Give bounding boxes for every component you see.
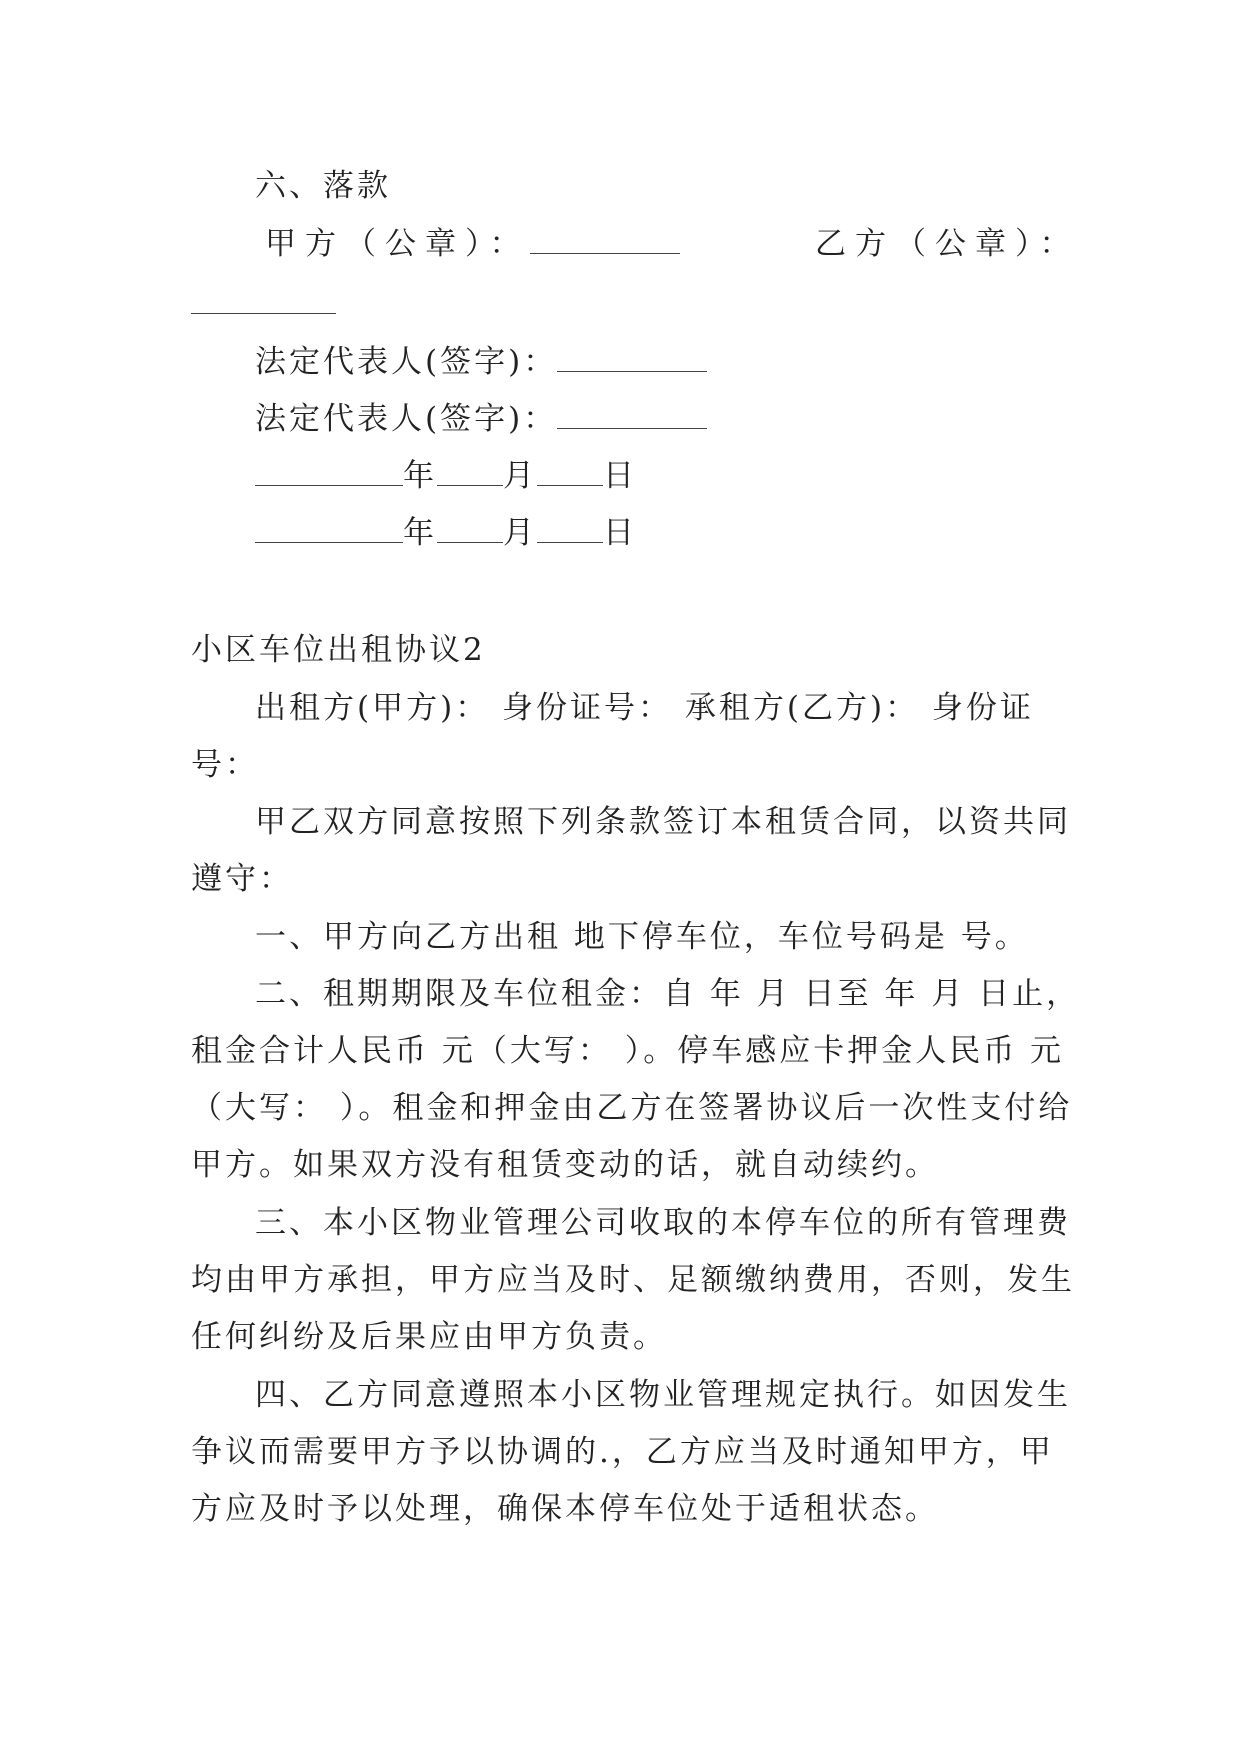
clause-4-line3: 方应及时予以处理，确保本停车位处于适租状态。 bbox=[191, 1491, 939, 1527]
legal-rep-a-label: 法定代表人(签字)： bbox=[255, 344, 558, 380]
party-b-seal-label: 乙方（公章）： bbox=[815, 226, 1080, 262]
legal-rep-b-line bbox=[255, 399, 707, 439]
date-day: 日 bbox=[603, 458, 637, 494]
date-line-a bbox=[255, 456, 637, 496]
legal-rep-b-blank bbox=[557, 406, 707, 429]
signature-heading: 六、落款 bbox=[255, 168, 391, 204]
paragraph-parties-line2: 号： bbox=[191, 747, 259, 783]
date-year: 年 bbox=[403, 458, 437, 494]
clause-4-line2: 争议而需要甲方予以协调的.，乙方应当及时通知甲方，甲 bbox=[191, 1434, 1054, 1470]
party-b-seal-line bbox=[815, 224, 1080, 264]
party-a-seal-blank bbox=[530, 231, 680, 254]
date-month: 月 bbox=[503, 515, 537, 551]
party-a-seal-label: 甲方（公章）： bbox=[265, 226, 530, 262]
date-month: 月 bbox=[503, 458, 537, 494]
clause-3-line2: 均由甲方承担，甲方应当及时、足额缴纳费用，否则，发生 bbox=[191, 1262, 1075, 1298]
clause-2-line4: 甲方。如果双方没有租赁变动的话，就自动续约。 bbox=[191, 1147, 939, 1183]
clause-3-line3: 任何纠纷及后果应由甲方负责。 bbox=[191, 1319, 667, 1355]
date-day: 日 bbox=[603, 515, 637, 551]
clause-2-line3: （大写： ）。租金和押金由乙方在签署协议后一次性支付给 bbox=[191, 1090, 1073, 1126]
date-line-b bbox=[255, 513, 637, 553]
legal-rep-b-label: 法定代表人(签字)： bbox=[255, 401, 558, 437]
party-a-seal-line bbox=[265, 224, 680, 264]
clause-3-line1: 三、本小区物业管理公司收取的本停车位的所有管理费 bbox=[255, 1205, 1071, 1241]
clause-1: 一、甲方向乙方出租 地下停车位，车位号码是 号。 bbox=[255, 919, 1029, 955]
date-year: 年 bbox=[403, 515, 437, 551]
legal-rep-a-line bbox=[255, 342, 707, 382]
clause-4-line1: 四、乙方同意遵照本小区物业管理规定执行。如因发生 bbox=[255, 1377, 1071, 1413]
party-b-seal-blank bbox=[191, 291, 336, 314]
clause-2-line2: 租金合计人民币 元（大写： ）。停车感应卡押金人民币 元 bbox=[191, 1033, 1065, 1069]
clause-2-line1: 二、租期期限及车位租金：自 年 月 日至 年 月 日止， bbox=[255, 976, 1081, 1012]
paragraph-intro-line2: 遵守： bbox=[191, 861, 293, 897]
legal-rep-a-blank bbox=[557, 349, 707, 372]
paragraph-intro-line1: 甲乙双方同意按照下列条款签订本租赁合同，以资共同 bbox=[255, 804, 1071, 840]
party-b-seal-blank-line bbox=[191, 284, 336, 324]
paragraph-parties-line1: 出租方(甲方)： 身份证号： 承租方(乙方)： 身份证 bbox=[255, 690, 1034, 726]
agreement-title: 小区车位出租协议2 bbox=[191, 632, 486, 668]
